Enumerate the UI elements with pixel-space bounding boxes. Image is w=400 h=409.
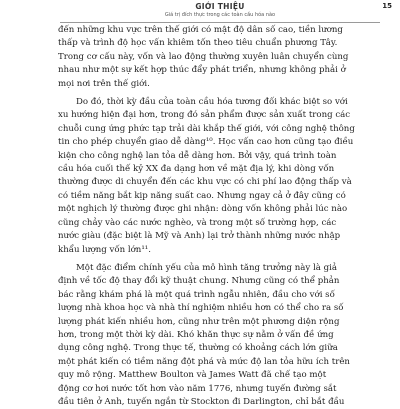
text-line: Do đó, thời kỳ đầu của toàn cầu hóa tương đối khác biệt so với (76, 97, 348, 108)
text-line: tin cho phép chuyển giao dễ dàng¹⁰. Học vấn cao hơn cũng tạo điều (58, 137, 354, 148)
text-line: Một đặc điểm chính yếu của mô hình tăng trưởng này là giả (76, 262, 337, 273)
text-line: đến những khu vực trên thế giới có mật độ dân số cao, tiền lương (58, 25, 343, 35)
text-line: lượng nhà khoa học và nhà thí nghiệm nhiều hơn có thể cho ra số (58, 303, 344, 314)
paragraph (58, 262, 376, 409)
chapter-title: GIỚI THIỆU (195, 2, 245, 11)
text-line: thấp và trình độ học vấn khiêm tốn theo tiêu chuẩn phương Tây. (58, 38, 338, 49)
text-line: nhau như một sự kết hợp thúc đẩy phát triển, nhưng không phải ở (58, 65, 346, 76)
text-line: có tiềm năng bắt kịp năng suất cao. Nhưng ngay cả ở đây cũng có (58, 190, 346, 201)
text-line: khẩu lượng vốn lớn¹¹. (58, 244, 151, 255)
text-line: cầu hóa cuối thế kỷ XX đa dạng hơn về mặt địa lý, khi dòng vốn (58, 164, 335, 175)
text-line: nước giàu (đặc biệt là Mỹ và Anh) lại trở thành những nước nhập (58, 231, 341, 242)
paragraph (58, 24, 376, 91)
text-line: một phát kiến có tiềm năng đột phá và mức độ lan tỏa hữu ích trên (58, 356, 350, 367)
running-header (60, 2, 380, 24)
text-line: mọi nơi trên thế giới. (58, 78, 150, 89)
text-line: thường được di chuyển đến các khu vực có chi phí lao động thấp và (58, 177, 352, 188)
header-divider (60, 22, 380, 23)
chapter-subtitle: Giá trị đích thực trong các toàn cầu hóa nào (164, 12, 276, 18)
text-line: đầu tiên ở Anh, tuyến ngắn từ Stockton đi Darlington, chỉ bắt đầu (58, 396, 345, 407)
page-number: 15 (382, 2, 392, 10)
text-line: chuỗi cung ứng phức tạp trải dài khắp thế giới, với công nghệ thông (58, 123, 355, 134)
text-line: lượng phát kiến nhiều hơn, cũng như trên một phương diện rộng (58, 316, 340, 327)
body-text (58, 24, 376, 409)
text-line: xu hướng hiện đại hơn, trong đó sản phẩm được sản xuất trong các (58, 110, 351, 121)
text-line: một nghịch lý thường được ghi nhận: dòng vốn không phải lúc nào (58, 204, 348, 215)
text-line: Trong cơ cấu này, vốn và lao động thường xuyên luân chuyển cùng (58, 51, 349, 62)
text-line: định về tốc độ thay đổi kỹ thuật chung. Nhưng cũng có thể phản (58, 276, 340, 287)
text-line: dụng công nghệ. Trong thực tế, thường có khoảng cách lớn giữa (58, 343, 338, 354)
text-line: cũng chảy vào các nước nghèo, và trong một số trường hợp, các (58, 217, 337, 228)
text-line: quy mô rộng. Matthew Boulton và James Watt đã chế tạo một (58, 370, 327, 381)
text-line: hơn, trong một thời kỳ dài. Khó khăn thực sự nằm ở vấn đề ứng (58, 329, 334, 340)
text-line: bác rằng khám phá là một quá trình ngẫu nhiên, đầu cho với số (58, 289, 335, 300)
paragraph (58, 96, 376, 257)
text-line: kiện cho công nghệ lan tỏa dễ dàng hơn. Bởi vậy, quá trình toàn (58, 150, 337, 161)
text-line: động cơ hơi nước tốt hơn vào năm 1776, nhưng tuyến đường sắt (58, 383, 337, 394)
